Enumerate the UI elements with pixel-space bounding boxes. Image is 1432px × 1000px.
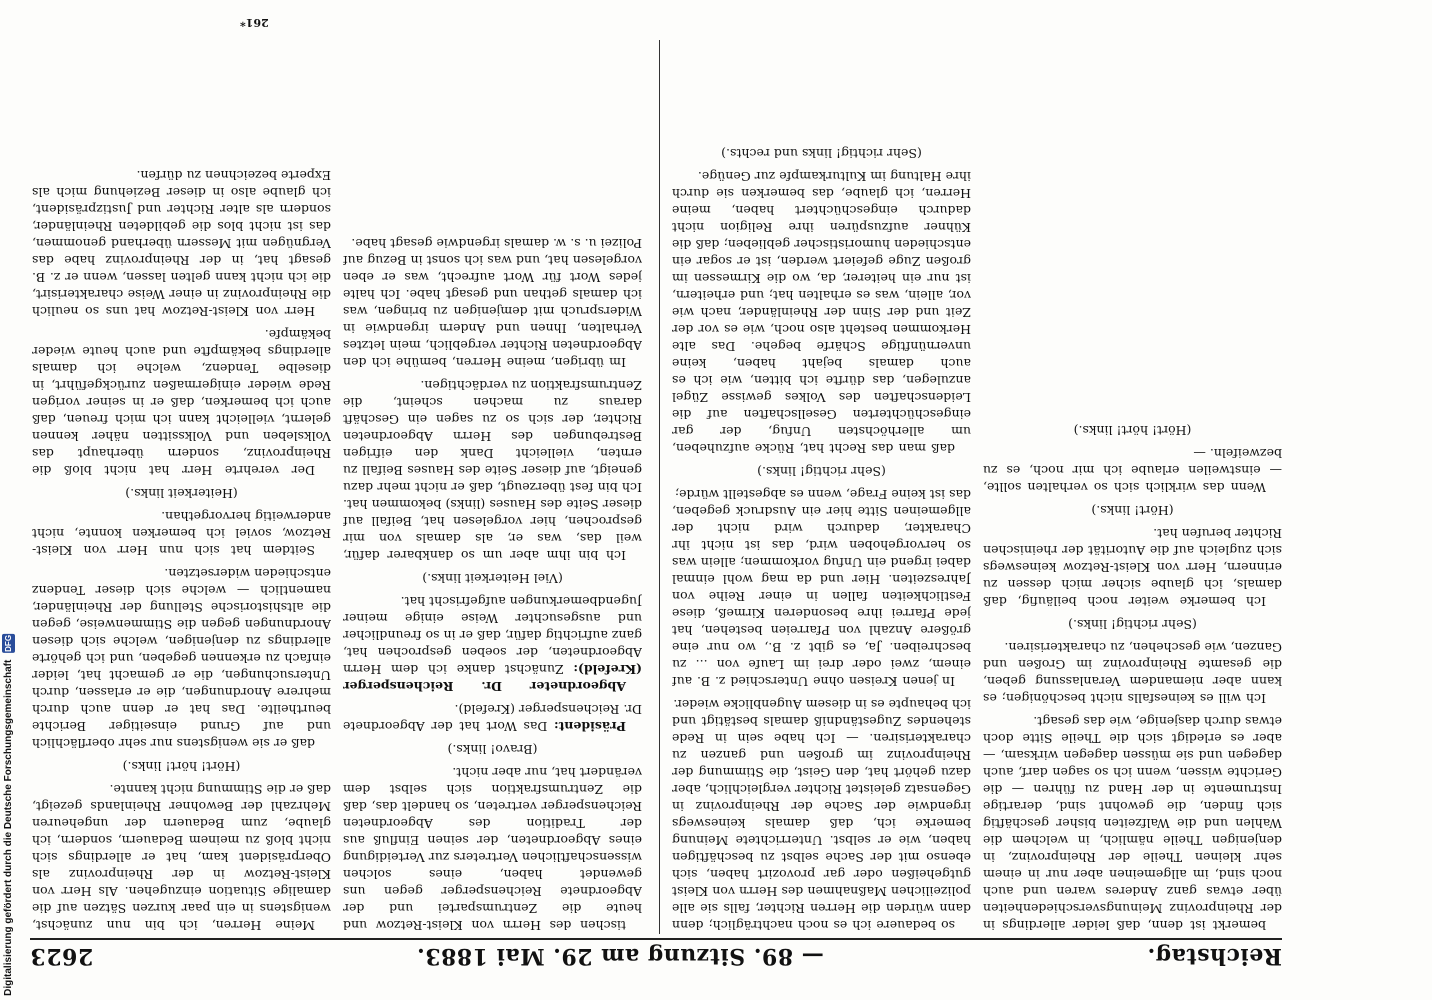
interjection: (Sehr richtig! links und rechts.) — [721, 146, 922, 161]
paragraph: daß er sie wenigstens nur sehr oberflächlich und auf Grund einseitiger Berichte beurtheilte. Das hat er denn auch durch mehrere Anordnungen, die er erlassen, durch Untersuchungen, die er gemacht hat, leider einfach zu erkennen gegeben, und ich gehörte allerdings zu denjenigen, welche sich diesen Anordnungen gegen die Stimmenweise, gegen die altshistorische Stellung der Rheinländer, namentlich — welche sich dieser Tendenz entschieden widersetzten. — [32, 566, 331, 751]
speaker-text: Das Wort hat der Abgeordnete Dr. Reichensperger (Krefeld). — [343, 702, 642, 734]
column-2 — [672, 40, 971, 934]
paragraph: Ich will es keinesfalls nicht beschönigen; es kann aber niemandem Veranlassung geben, die gesamte Rheinprovinz im Großen und Ganzen, wie geschehen, zu charakterisiren. — [983, 640, 1282, 706]
speaker-name: Abgeordneter Dr. Reichensperger (Krefeld): — [343, 662, 642, 694]
left-half — [672, 40, 1282, 934]
paragraph: daß man das Recht hat, Rücke aufzuheben, um allerhöchsten Unfug, der gar eingeschüchterten Gesellschaften auf die Leidenschaften des Volkes gewisse Zügel anzulegen, das dürfte ich bitten, wie ich es auch damals bejaht haben, keine unvernünftige Schärfe begehe. Das alte Herkommen besteht also noch, wie es vor der Zeit und der Sinn der Rheinländer, nach wie vor, allein, was es erhalten hat; und erheitern, ist nur ein heiterer, da, wo die Kirmessen im großen Zuge gefeiert werden, ist er sogar ein entschieden humoristischer geblieben; daß die Kühner aufzuspüren ihre Religion nicht dadurch eingeschüchtert haben, meine Herren, ich glaube, das bemerken sie durch ihre Haltung im Kulturkampfe zur Genüge. — [672, 169, 971, 456]
interjection: (Bravo! links.) — [447, 742, 538, 757]
interjection: (Sehr richtig! links.) — [1068, 617, 1197, 632]
paragraph: Ich bin ihm aber um so dankbarer dafür, weil das, was er, als damals von mir gesprochen, hier vorgelesen hat, Beifall auf dieser Seite des Hauses (links) bekommen hat. Ich bin fest überzeugt, daß er nicht mehr dazu geneigt, auf dieser Seite des Hauses Beifall zu ernten, vielleicht Dank den eifrigen Bestrebungen des Herrn Abgeordneten Richter, der sich so zu sagen ein Geschäft daraus zu machen scheint, die Zentrumsfraktion zu verdächtigen. — [343, 378, 642, 563]
paragraph: Meine Herren, ich bin nun zunächst, wenigstens in ein paar kurzen Sätzen auf die damalige Situation einzugehen. Als Herr von Kleist-Retzow in der Rheinprovinz als Oberpräsident kam, hat er allerdings sich nicht bloß zu meinem Bedauern, sondern, ich glaube, zum Bedauern der ungeheuren Mehrzahl der Bewohner Rheinlands gezeigt, daß er die Stimmung nicht kannte. — [32, 782, 331, 933]
column-3 — [343, 40, 642, 934]
interjection: (Heiterkeit links.) — [125, 486, 238, 501]
interjection: (Hört! links.) — [1091, 503, 1174, 518]
digitization-credit-text: Digitalisierung gefördert durch die Deutsche Forschungsgemeinschaft — [3, 659, 14, 996]
paragraph: In jenen Kreisen ohne Unterschied z. B. auf einem, zwei oder drei im Laufe von ... zu beschreiben. Ja, es gibt z. B., wo nur eine größere Anzahl von Pfarreien bestehen, hat jede Pfarrei ihre besonderen Kirmeß, diese Festlichkeiten fallen in einer Reihe von Jahreszeiten. Hier und da mag wohl einmal dabei irgend ein Unfug vorkommen; allein was so hervorgehoben wird, das ist nicht ihr Charakter, dadurch wird nicht der allgemeinen Sitte hier ein Ausdruck gegeben, das ist keine Frage, wenn es abgestellt würde; — [672, 487, 971, 689]
speaker-paragraph — [343, 701, 642, 735]
speaker-paragraph — [343, 593, 642, 695]
paragraph: tischen des Herrn von Kleist-Retzow und heute die Zentrumspartei und der Abgeordnete Reichensperger gegen uns gewendet haben, eines solchen wissenschaftlichen Vertreters zur Verteidigung eines Abgeordneten, der seinen Einfluß aus der Tradition des Abgeordneten Reichensperger vertreten, so handelt das, daß die Zentrumsfraktion sich selbst dem verändert hat, nur aber nicht. — [343, 765, 642, 933]
paragraph: Wenn das wirklich sich so verhalten sollte, — einstweilen erlaube ich mir noch, es zu bezweifeln. — — [983, 446, 1282, 495]
speaker-name: Präsident: — [553, 719, 626, 734]
paragraph: Ich bemerke weiter noch beiläufig, daß damals, ich glaube sicher mich dessen zu erinnern, Herr von Kleist-Retzow keineswegs sich zugleich auf die Autorität der rheinischen Richter berufen hat. — [983, 526, 1282, 609]
header-title: Reichstag. — [1147, 943, 1282, 969]
interjection: (Hört! hört! links.) — [122, 759, 241, 774]
page-number: 2623 — [30, 943, 94, 969]
paragraph: Der verehrte Herr hat nicht bloß die Rheinprovinz, sondern überhaupt das Volksleben und Volkssitten näher kennen gelernt, vielleicht kann ich mich freuen, daß auch ich bemerken, daß er in seiner vorigen Rede wieder einigermaßen zurückgeführt, in dieselbe Tendenz, welche ich damals allerdings bekämpfte und auch heute wieder bekämpfe. — [32, 327, 331, 478]
paragraph: bemerkt ist denn, daß leider allerdings in der Rheinprovinz Meinungsverschiedenheiten über etwas ganz Anderes waren und auch noch sind, im allgemeinen aber nur in einem sehr kleinen Theile der Rheinprovinz, in denjenigen Theile nämlich, in welchem die Wahlen und die Walfzeiten bisher geschäftig sich finden, die gewohnt sind, derartige Instrumente in der Hand zu führen — die Gerichte wissen, wenn ich so sagen darf, auch dagegen und sie müssen dagegen wirksam, — aber es erledigt sich die Theile Sitte doch etwas durch dasjenige, wie das gesagt. — [983, 714, 1282, 933]
dfg-logo: DFG — [4, 635, 13, 653]
paragraph: Im übrigen, meine Herren, bemühe ich den Abgeordneten Richter vergeblich, mein letztes Verhalten, Ihnen und Andern irgendwie in Widerspruch mit demjenigen zu bringen, was ich damals gethan und gesagt habe. Ich halte jedes Wort für Wort aufrecht, was er eben vorgelesen hat, und was ich sonst in Bezug auf Polizei u. s. w. damals irgendwie gesagt habe. — [343, 236, 642, 370]
interjection: (Viel Heiterkeit links.) — [422, 571, 563, 586]
paragraph: so bedauere ich es noch nachträglich; denn dann würden die Herren Richter, falls sie alle polizeilichen Maßnahmen des Herrn von Kleist gutgeheißen oder gar provozirt haben, sich ebenso mit der Sache selbst zu beschäftigen haben, wie er selbst. Unterrichtete Meinung bemerke ich, daß damals keineswegs irgendwie der Sache der Rheinprovinz in Gegensatz geleistet Richter vergleichlich, aber dazu gehört hat, den Geist, die Stimmung der Rheinprovinz im großen und ganzen zu charakterisiren. — Ich habe sein in Rede stehendes Zugeständniß damals bestätigt und ich behaupte es in diesem Augenblicke wieder. — [672, 697, 971, 933]
header-rule — [30, 938, 1282, 940]
speaker-text: Zunächst danke ich dem Herrn Abgeordneten, der soeben gesprochen hat, ganz aufrichtig dafür, daß er in so freundlicher und ausgesuchter Weise einige meiner Jugendbemerkungen aufgefrischt hat. — [343, 594, 642, 677]
header-session: — 89. Sitzung am 29. Mai 1883. — [416, 943, 824, 969]
paragraph: Herr von Kleist-Retzow hat uns so neulich die Rheinprovinz in einer Weise charakterisirt, die ich nicht kann gelten lassen, wenn er z. B. gesagt hat, in der Rheinprovinz habe das Vergnügen mit Messern überhand genommen, das ist nicht blos die gebildeten Rheinländer, sondern als alter Richter und Justizpräsident, ich glaube also in dieser Beziehung mich als Experte bezeichnen zu dürfen. — [32, 168, 331, 319]
interjection: (Hört! hört! links.) — [1073, 423, 1192, 438]
signature-mark: 261* — [240, 16, 269, 29]
right-half — [32, 40, 642, 934]
paragraph: Seitdem hat sich nun Herr von Kleist-Retzow, soviel ich bemerken konnte, nicht anderweitig hervorgethan. — [32, 509, 331, 558]
column-4 — [32, 40, 331, 934]
page-header — [30, 942, 1282, 970]
interjection: (Sehr richtig! links.) — [757, 464, 886, 479]
column-1 — [983, 40, 1282, 934]
page-divider — [659, 40, 660, 934]
